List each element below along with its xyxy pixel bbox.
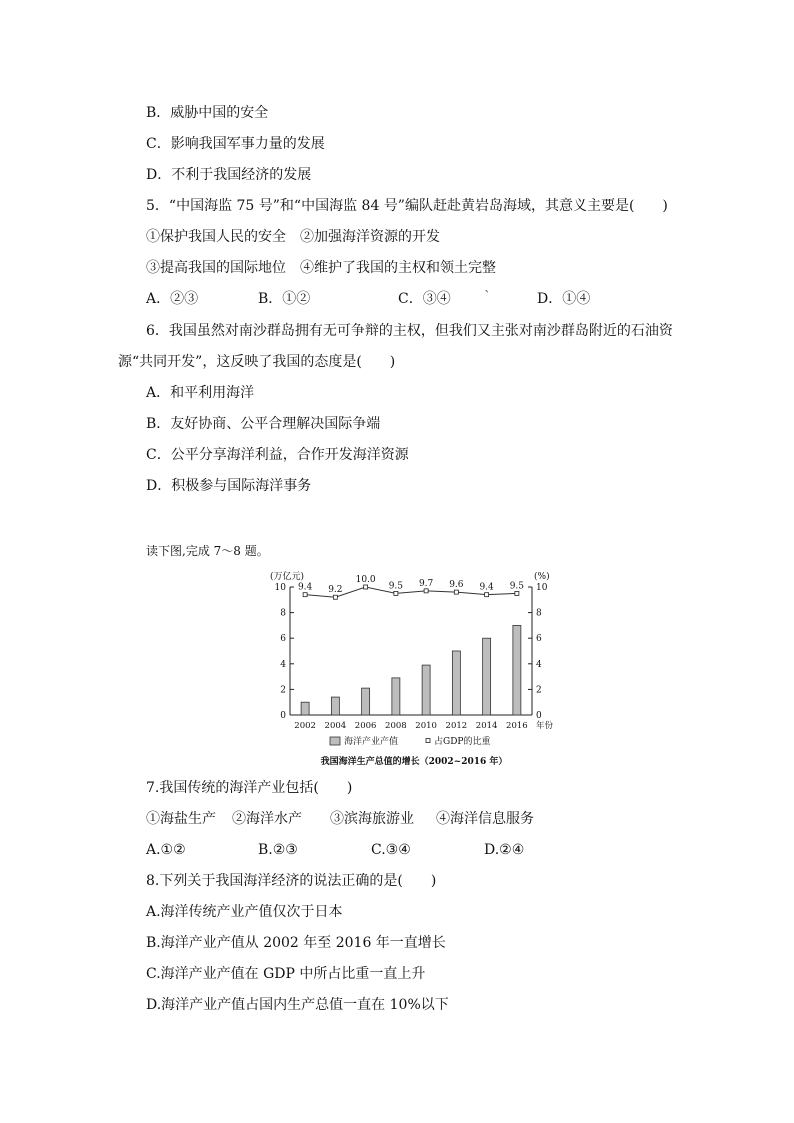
x-axis-suffix: 年份 [536, 721, 554, 731]
q6-option-b: B．友好协商、公平合理解决国际争端 [146, 416, 381, 432]
right-tick-label: 6 [536, 634, 542, 645]
bar [513, 625, 521, 715]
line-point [485, 593, 489, 597]
line-point-label: 9.4 [297, 582, 313, 593]
line-point [364, 585, 368, 589]
legend-line-label: 占GDP的比重 [434, 737, 491, 747]
q5-items-line2: ③提高我国的国际地位 ④维护了我国的主权和领土完整 [146, 260, 496, 276]
q7-option-c: C.③④ [371, 842, 411, 858]
chart-axes [290, 587, 532, 715]
bar-series [301, 625, 521, 715]
bar [392, 678, 400, 715]
q7-option-a: A.①② [146, 842, 186, 858]
chart-title: 我国海洋生产总值的增长（2002~2016 年） [320, 757, 508, 767]
x-tick-label: 2002 [294, 721, 316, 731]
line-point-label: 9.6 [449, 580, 464, 591]
line-point-label: 9.4 [479, 582, 494, 593]
bar [483, 638, 491, 715]
chart-legend [330, 735, 490, 747]
bar [301, 702, 309, 715]
q7-item-2: ②海洋水产 [232, 811, 302, 827]
q5-option-d: D．①④ [537, 291, 591, 307]
x-tick-label: 2012 [445, 721, 468, 731]
q6-stem-line1: 6．我国虽然对南沙群岛拥有无可争辩的主权，但我们又主张对南沙群岛附近的石油资 [146, 323, 673, 339]
q8-option-d: D.海洋产业产值占国内生产总值一直在 10%以下 [146, 997, 449, 1013]
x-tick-label: 2006 [354, 721, 377, 731]
q7-item-3: ③滨海旅游业 [330, 811, 414, 827]
right-tick-label: 2 [536, 685, 542, 696]
x-tick-label: 2014 [475, 721, 498, 731]
line-point-label: 9.5 [509, 581, 525, 592]
q6-stem-line2: 源“共同开发”，这反映了我国的态度是( ) [118, 354, 396, 370]
q5-items-line1: ①保护我国人民的安全 ②加强海洋资源的开发 [146, 229, 440, 245]
q7-option-d: D.②④ [484, 842, 525, 858]
bar [362, 688, 370, 715]
x-tick-label: 2016 [506, 721, 528, 731]
line-point [515, 591, 519, 595]
q4-option-d: D．不利于我国经济的发展 [146, 167, 312, 183]
x-tick-label: 2004 [324, 721, 347, 731]
right-unit-label: (%) [534, 572, 550, 582]
right-tick-label: 4 [536, 659, 542, 670]
q7-stem: 7.我国传统的海洋产业包括( ) [146, 780, 353, 796]
left-tick-label: 6 [280, 634, 286, 645]
q7-option-b: B.②③ [258, 842, 298, 858]
line-point [333, 595, 337, 599]
q4-option-c: C．影响我国军事力量的发展 [146, 136, 325, 152]
left-unit-label: (万亿元) [270, 572, 305, 582]
line-point [394, 591, 398, 595]
ocean-economy-chart [268, 568, 568, 773]
line-point-label: 9.7 [418, 578, 434, 589]
left-tick-label: 8 [280, 608, 286, 619]
left-tick-label: 2 [280, 685, 286, 696]
q4-option-b: B．威胁中国的安全 [146, 105, 269, 121]
bar [422, 665, 430, 715]
right-tick-label: 8 [536, 608, 542, 619]
left-tick-label: 10 [274, 583, 286, 593]
right-tick-label: 0 [536, 711, 542, 721]
x-tick-label: 2010 [415, 721, 437, 731]
legend-bar-label: 海洋产业产值 [344, 737, 399, 747]
figure-intro: 读下图,完成 7～8 题。 [146, 544, 269, 558]
line-point-label: 9.2 [328, 585, 343, 596]
right-tick-label: 10 [536, 583, 548, 593]
line-point [303, 593, 307, 597]
q6-option-a: A．和平利用海洋 [146, 385, 255, 401]
bar [331, 697, 339, 715]
q8-option-a: A.海洋传统产业产值仅次于日本 [146, 904, 343, 920]
q5-stray-mark: ` [484, 289, 491, 305]
tick-labels [275, 583, 554, 731]
q7-item-4: ④海洋信息服务 [436, 811, 534, 827]
x-tick-label: 2008 [385, 721, 407, 731]
legend-line-swatch [426, 739, 430, 743]
q6-option-d: D．积极参与国际海洋事务 [146, 478, 312, 494]
q7-item-1: ①海盐生产 [146, 811, 216, 827]
legend-bar-swatch [330, 737, 340, 745]
q5-option-b: B．①② [258, 291, 311, 307]
q8-option-b: B.海洋产业产值从 2002 年至 2016 年一直增长 [146, 935, 446, 951]
line-series [298, 575, 524, 599]
line-point [454, 590, 458, 594]
q8-stem: 8.下列关于我国海洋经济的说法正确的是( ) [146, 873, 437, 889]
q5-option-a: A．②③ [146, 291, 199, 307]
line-point-label: 9.5 [388, 581, 404, 592]
q5-option-c: C．③④ [398, 291, 451, 307]
q8-option-c: C.海洋产业产值在 GDP 中所占比重一直上升 [146, 966, 426, 982]
line-point [424, 589, 428, 593]
left-tick-label: 0 [280, 711, 286, 721]
line-point-label: 10.0 [355, 575, 376, 585]
q6-option-c: C．公平分享海洋利益，合作开发海洋资源 [146, 447, 409, 463]
bar [452, 651, 460, 715]
chart-svg [268, 568, 568, 773]
q5-stem: 5．“中国海监 75 号”和“中国海监 84 号”编队赶赴黄岩岛海域，其意义主要是( ) [146, 198, 668, 214]
left-tick-label: 4 [280, 659, 286, 670]
